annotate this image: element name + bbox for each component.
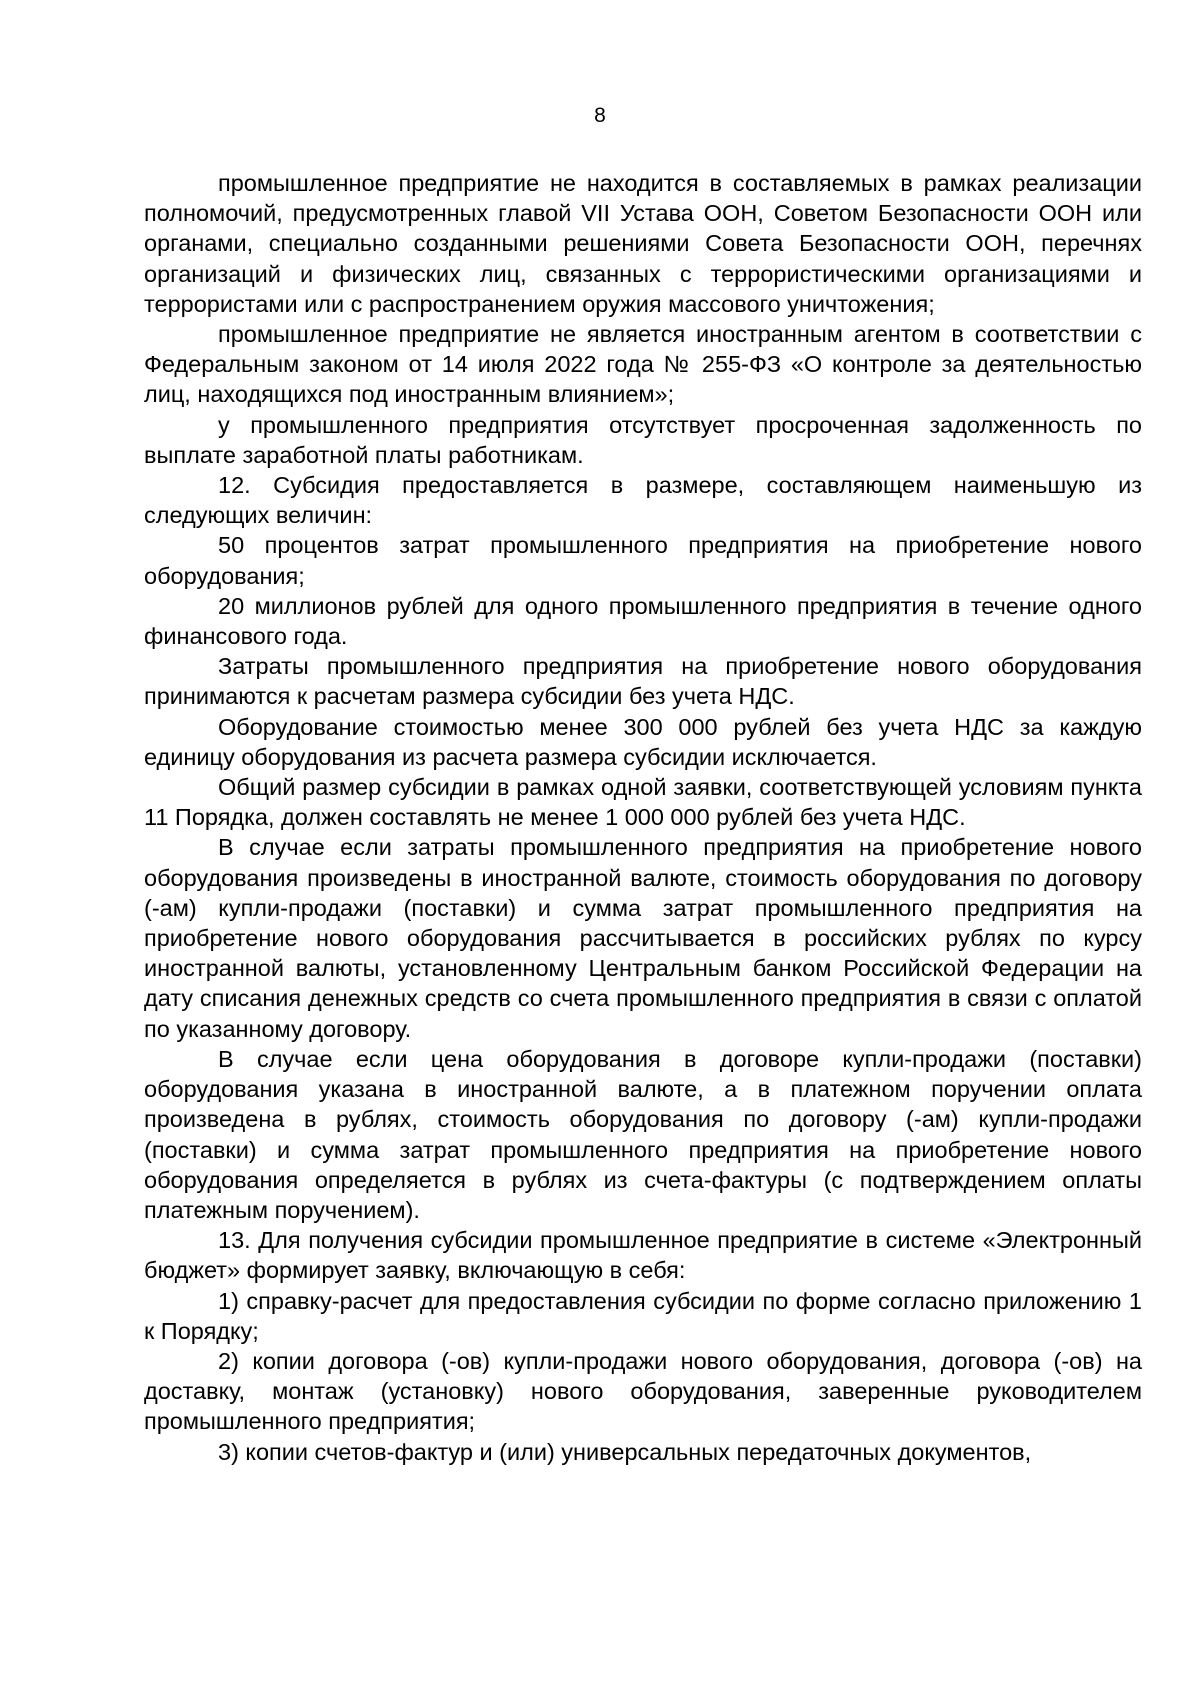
paragraph-equipment-threshold: Оборудование стоимостью менее 300 000 рублей без учета НДС за каждую единицу оборудования из расчета размера субсидии исключается. [144,713,1142,770]
list-item-2: 2) копии договора (-ов) купли-продажи нового оборудования, договора (-ов) на доставку, монтаж (установку) нового оборудования, заверенные руководителем промышленного предприятия; [144,1347,1142,1435]
list-item-3: 3) копии счетов-фактур и (или) универсальных передаточных документов, [218,1438,1032,1465]
list-item-1: 1) справку-расчет для предоставления субсидии по форме согласно приложению 1 к Порядку; [144,1287,1142,1344]
paragraph-foreign-agent: промышленное предприятие не является иностранным агентом в соответствии с Федеральным законом от 14 июля 2022 года № 255-ФЗ «О контроле за деятельностью лиц, находящихся под иностранным влиянием»; [144,321,1142,408]
paragraph-costs-vat: Затраты промышленного предприятия на приобретение нового оборудования принимаются к расчетам размера субсидии без учета НДС. [144,653,1142,710]
paragraph-minimum-amount: Общий размер субсидии в рамках одной заявки, соответствующей условиям пункта 11 Порядка, должен составлять не менее 1 000 000 рублей без учета НДС. [144,774,1142,831]
paragraph-item-12: 12. Субсидия предоставляется в размере, составляющем наименьшую из следующих величин: [144,472,1142,529]
paragraph-wage-debt: у промышленного предприятия отсутствует просроченная задолженность по выплате заработной платы работникам. [144,411,1142,468]
paragraph-foreign-currency-costs: В случае если затраты промышленного предприятия на приобретение нового оборудования произведены в иностранной валюте, стоимость оборудования по договору (-ам) купли-продажи (поставки) и сумма затрат промышленного предприятия на приобретение нового оборудования рассчитывается в российских рублях по курсу иностранной валюты, установленному Центральным банком Российской Федерации на дату списания денежных средств со счета промышленного предприятия в связи с оплатой по указанному договору. [144,834,1142,1042]
paragraph-registry-check: промышленное предприятие не находится в составляемых в рамках реализации полномочий, предусмотренных главой VII Устава ООН, Советом Безопасности ООН или органами, специально созданными решениями Совета Безопасности ООН, перечнях организаций и физических лиц, связанных с террористическими организациями и террористами или с распространением оружия массового уничтожения; [144,170,1142,317]
paragraph-50-percent: 50 процентов затрат промышленного предприятия на приобретение нового оборудования; [144,532,1142,589]
paragraph-foreign-currency-price: В случае если цена оборудования в договоре купли-продажи (поставки) оборудования указана в иностранной валюте, а в платежном поручении оплата произведена в рублях, стоимость оборудования по договору (-ам) купли-продажи (поставки) и сумма затрат промышленного предприятия на приобретение нового оборудования определяется в рублях из счета-фактуры (с подтверждением оплаты платежным поручением). [144,1045,1142,1223]
paragraph-item-13: 13. Для получения субсидии промышленное предприятие в системе «Электронный бюджет» формирует заявку, включающую в себя: [144,1227,1142,1284]
document-body [144,168,1142,1467]
page-number: 8 [594,104,606,127]
paragraph-20-million: 20 миллионов рублей для одного промышленного предприятия в течение одного финансового года. [144,592,1142,650]
